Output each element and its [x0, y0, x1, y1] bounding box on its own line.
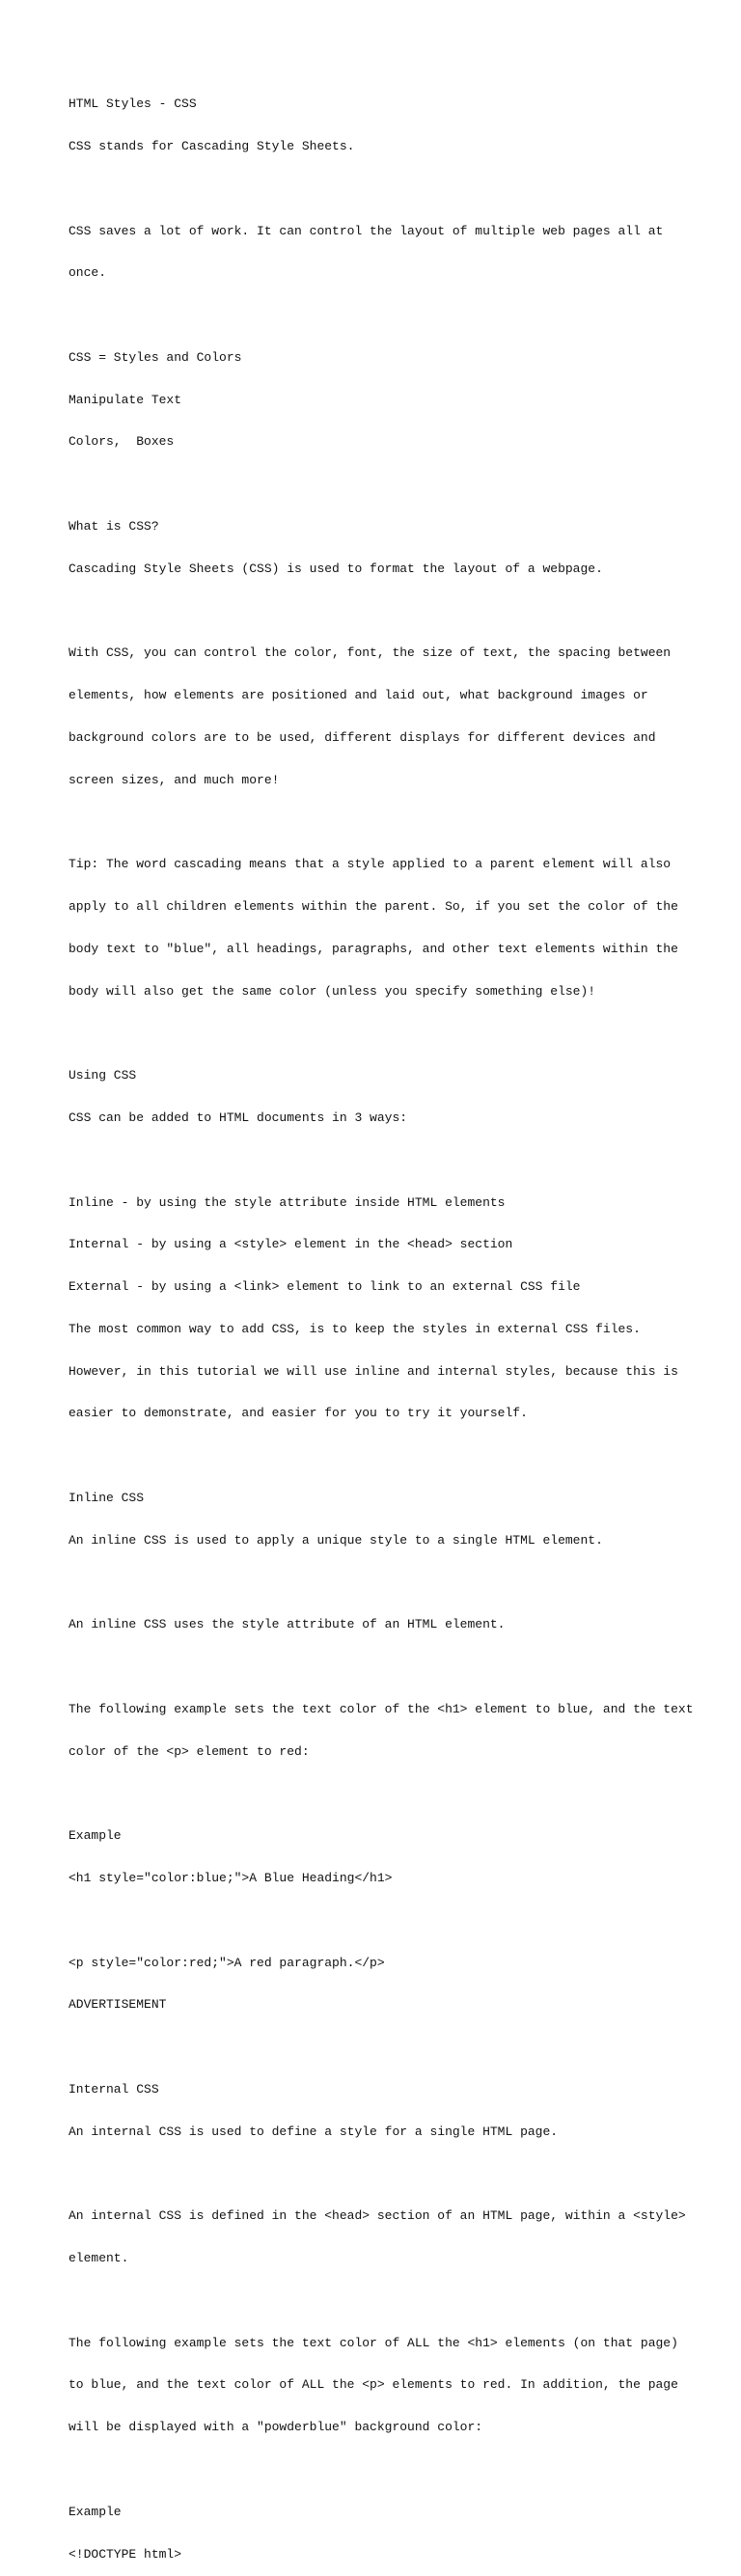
doc-line: HTML Styles - CSS [69, 96, 197, 112]
doc-line: elements, how elements are positioned and laid out, what background images or [69, 688, 648, 703]
doc-line [69, 605, 686, 619]
doc-line [69, 1027, 686, 1041]
doc-line [69, 1787, 686, 1801]
doc-line: apply to all children elements within the parent. So, if you set the color of the [69, 899, 678, 915]
doc-line: Internal - by using a <style> element in the <head> section [69, 1237, 513, 1252]
doc-line [69, 478, 686, 492]
doc-line: Example [69, 1828, 122, 1844]
doc-line: Using CSS [69, 1068, 137, 1083]
doc-line [69, 815, 686, 830]
doc-line: color of the <p> element to red: [69, 1743, 310, 1759]
doc-line: will be displayed with a "powderblue" background color: [69, 2420, 483, 2435]
doc-line: once. [69, 265, 107, 281]
doc-line: The following example sets the text color of the <h1> element to blue, and the text [69, 1701, 694, 1716]
doc-line: Internal CSS [69, 2081, 159, 2096]
doc-line: Colors, Boxes [69, 434, 175, 450]
doc-line [69, 182, 686, 197]
doc-line [69, 1576, 686, 1591]
doc-line: However, in this tutorial we will use inline and internal styles, because this is [69, 1363, 678, 1379]
doc-line: <!DOCTYPE html> [69, 2546, 182, 2562]
doc-line: What is CSS? [69, 519, 159, 534]
doc-line: The most common way to add CSS, is to keep the styles in external CSS files. [69, 1321, 641, 1336]
doc-line: Inline CSS [69, 1490, 145, 1505]
doc-line: Example [69, 2504, 122, 2519]
doc-line: <p style="color:red;">A red paragraph.</p> [69, 1955, 385, 1970]
doc-line: An internal CSS is defined in the <head> section of an HTML page, within a <style> [69, 2208, 686, 2224]
doc-line: Manipulate Text [69, 392, 182, 407]
doc-line [69, 1660, 686, 1675]
doc-line: CSS = Styles and Colors [69, 349, 242, 365]
doc-line: body will also get the same color (unless you specify something else)! [69, 983, 596, 999]
doc-line [69, 1449, 686, 1464]
document-body [69, 69, 694, 2576]
doc-line: background colors are to be used, different displays for different devices and [69, 729, 656, 745]
doc-line: An inline CSS uses the style attribute of an HTML element. [69, 1617, 506, 1632]
doc-line [69, 1154, 686, 1168]
doc-line: CSS stands for Cascading Style Sheets. [69, 138, 355, 153]
doc-line: External - by using a <link> element to link to an external CSS file [69, 1279, 581, 1295]
doc-line: <h1 style="color:blue;">A Blue Heading</h1> [69, 1871, 393, 1885]
doc-line [69, 1914, 686, 1929]
doc-line: The following example sets the text color of ALL the <h1> elements (on that page) [69, 2335, 678, 2350]
doc-line: CSS saves a lot of work. It can control the layout of multiple web pages all at [69, 223, 664, 238]
doc-line [69, 309, 686, 323]
doc-line: With CSS, you can control the color, font, the size of text, the spacing between [69, 645, 672, 661]
doc-line: to blue, and the text color of ALL the <p> elements to red. In addition, the page [69, 2377, 678, 2393]
doc-line: CSS can be added to HTML documents in 3 ways: [69, 1110, 408, 1125]
doc-line: easier to demonstrate, and easier for you to try it yourself. [69, 1406, 528, 1421]
doc-line [69, 2167, 686, 2181]
doc-line [69, 2463, 686, 2478]
doc-line: element. [69, 2251, 129, 2266]
doc-line: screen sizes, and much more! [69, 772, 280, 787]
doc-line: body text to "blue", all headings, paragraphs, and other text elements within the [69, 941, 678, 956]
doc-line: An internal CSS is used to define a style for a single HTML page. [69, 2124, 559, 2139]
doc-line [69, 2294, 686, 2309]
doc-line: Inline - by using the style attribute inside HTML elements [69, 1194, 506, 1210]
doc-line: ADVERTISEMENT [69, 1997, 167, 2013]
doc-line: An inline CSS is used to apply a unique style to a single HTML element. [69, 1532, 603, 1548]
doc-line: Cascading Style Sheets (CSS) is used to format the layout of a webpage. [69, 561, 603, 576]
doc-line [69, 2041, 686, 2055]
doc-line: Tip: The word cascading means that a style applied to a parent element will also [69, 857, 672, 872]
